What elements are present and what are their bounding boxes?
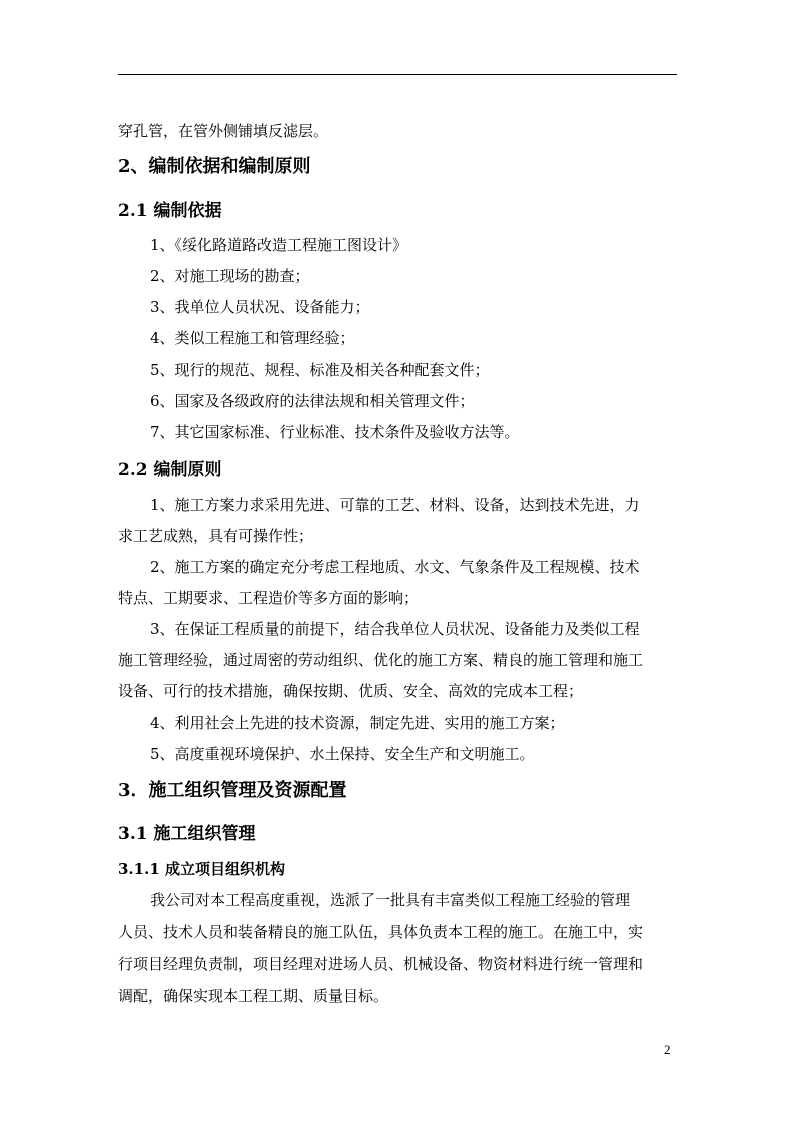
- list-item: 4、类似工程施工和管理经验；: [150, 329, 355, 347]
- paragraph-line: 求工艺成熟，具有可操作性；: [118, 527, 314, 545]
- paragraph-line: 设备、可行的技术措施，确保按期、优质、安全、高效的完成本工程；: [118, 682, 584, 700]
- subsection-heading: 2.1 编制依据: [118, 201, 222, 221]
- paragraph-line: 特点、工期要求、工程造价等多方面的影响；: [118, 589, 419, 607]
- section-heading: 3．施工组织管理及资源配置: [118, 780, 347, 801]
- subsection-heading: 2.2 编制原则: [118, 460, 222, 480]
- paragraph-line: 5、高度重视环境保护、水土保持、安全生产和文明施工。: [150, 745, 535, 763]
- subsubsection-heading: 3.1.1 成立项目组织机构: [118, 860, 285, 878]
- section-heading: 2、编制依据和编制原则: [118, 156, 311, 177]
- subsection-heading: 3.1 施工组织管理: [118, 824, 256, 844]
- list-item: 2、对施工现场的勘查；: [150, 267, 310, 285]
- paragraph-line: 我公司对本工程高度重视，选派了一批具有丰富类似工程施工经验的管理: [150, 891, 631, 909]
- paragraph-line: 4、利用社会上先进的技术资源，制定先进、实用的施工方案；: [150, 714, 565, 732]
- header-rule: [118, 74, 677, 75]
- list-item: 6、国家及各级政府的法律法规和相关管理文件；: [150, 392, 475, 410]
- page-number: 2: [664, 1042, 671, 1057]
- paragraph-line: 调配，确保实现本工程工期、质量目标。: [118, 987, 389, 1005]
- paragraph-line: 2、施工方案的确定充分考虑工程地质、水文、气象条件及工程规模、技术: [150, 558, 640, 576]
- list-item: 3、我单位人员状况、设备能力；: [150, 298, 370, 316]
- paragraph-line: 3、在保证工程质量的前提下，结合我单位人员状况、设备能力及类似工程: [150, 620, 640, 638]
- list-item: 5、现行的规范、规程、标准及相关各种配套文件；: [150, 361, 490, 379]
- paragraph-line: 穿孔管，在管外侧铺填反滤层。: [118, 122, 329, 140]
- list-item: 1、《绥化路道路改造工程施工图设计》: [150, 236, 408, 254]
- list-item: 7、其它国家标准、行业标准、技术条件及验收方法等。: [150, 423, 520, 441]
- paragraph-line: 施工管理经验，通过周密的劳动组织、优化的施工方案、精良的施工管理和施工: [118, 651, 644, 669]
- paragraph-line: 行项目经理负责制，项目经理对进场人员、机械设备、物资材料进行统一管理和: [118, 955, 644, 973]
- paragraph-line: 人员、技术人员和装备精良的施工队伍，具体负责本工程的施工。在施工中，实: [118, 923, 644, 941]
- paragraph-line: 1、施工方案力求采用先进、可靠的工艺、材料、设备，达到技术先进，力: [150, 496, 640, 514]
